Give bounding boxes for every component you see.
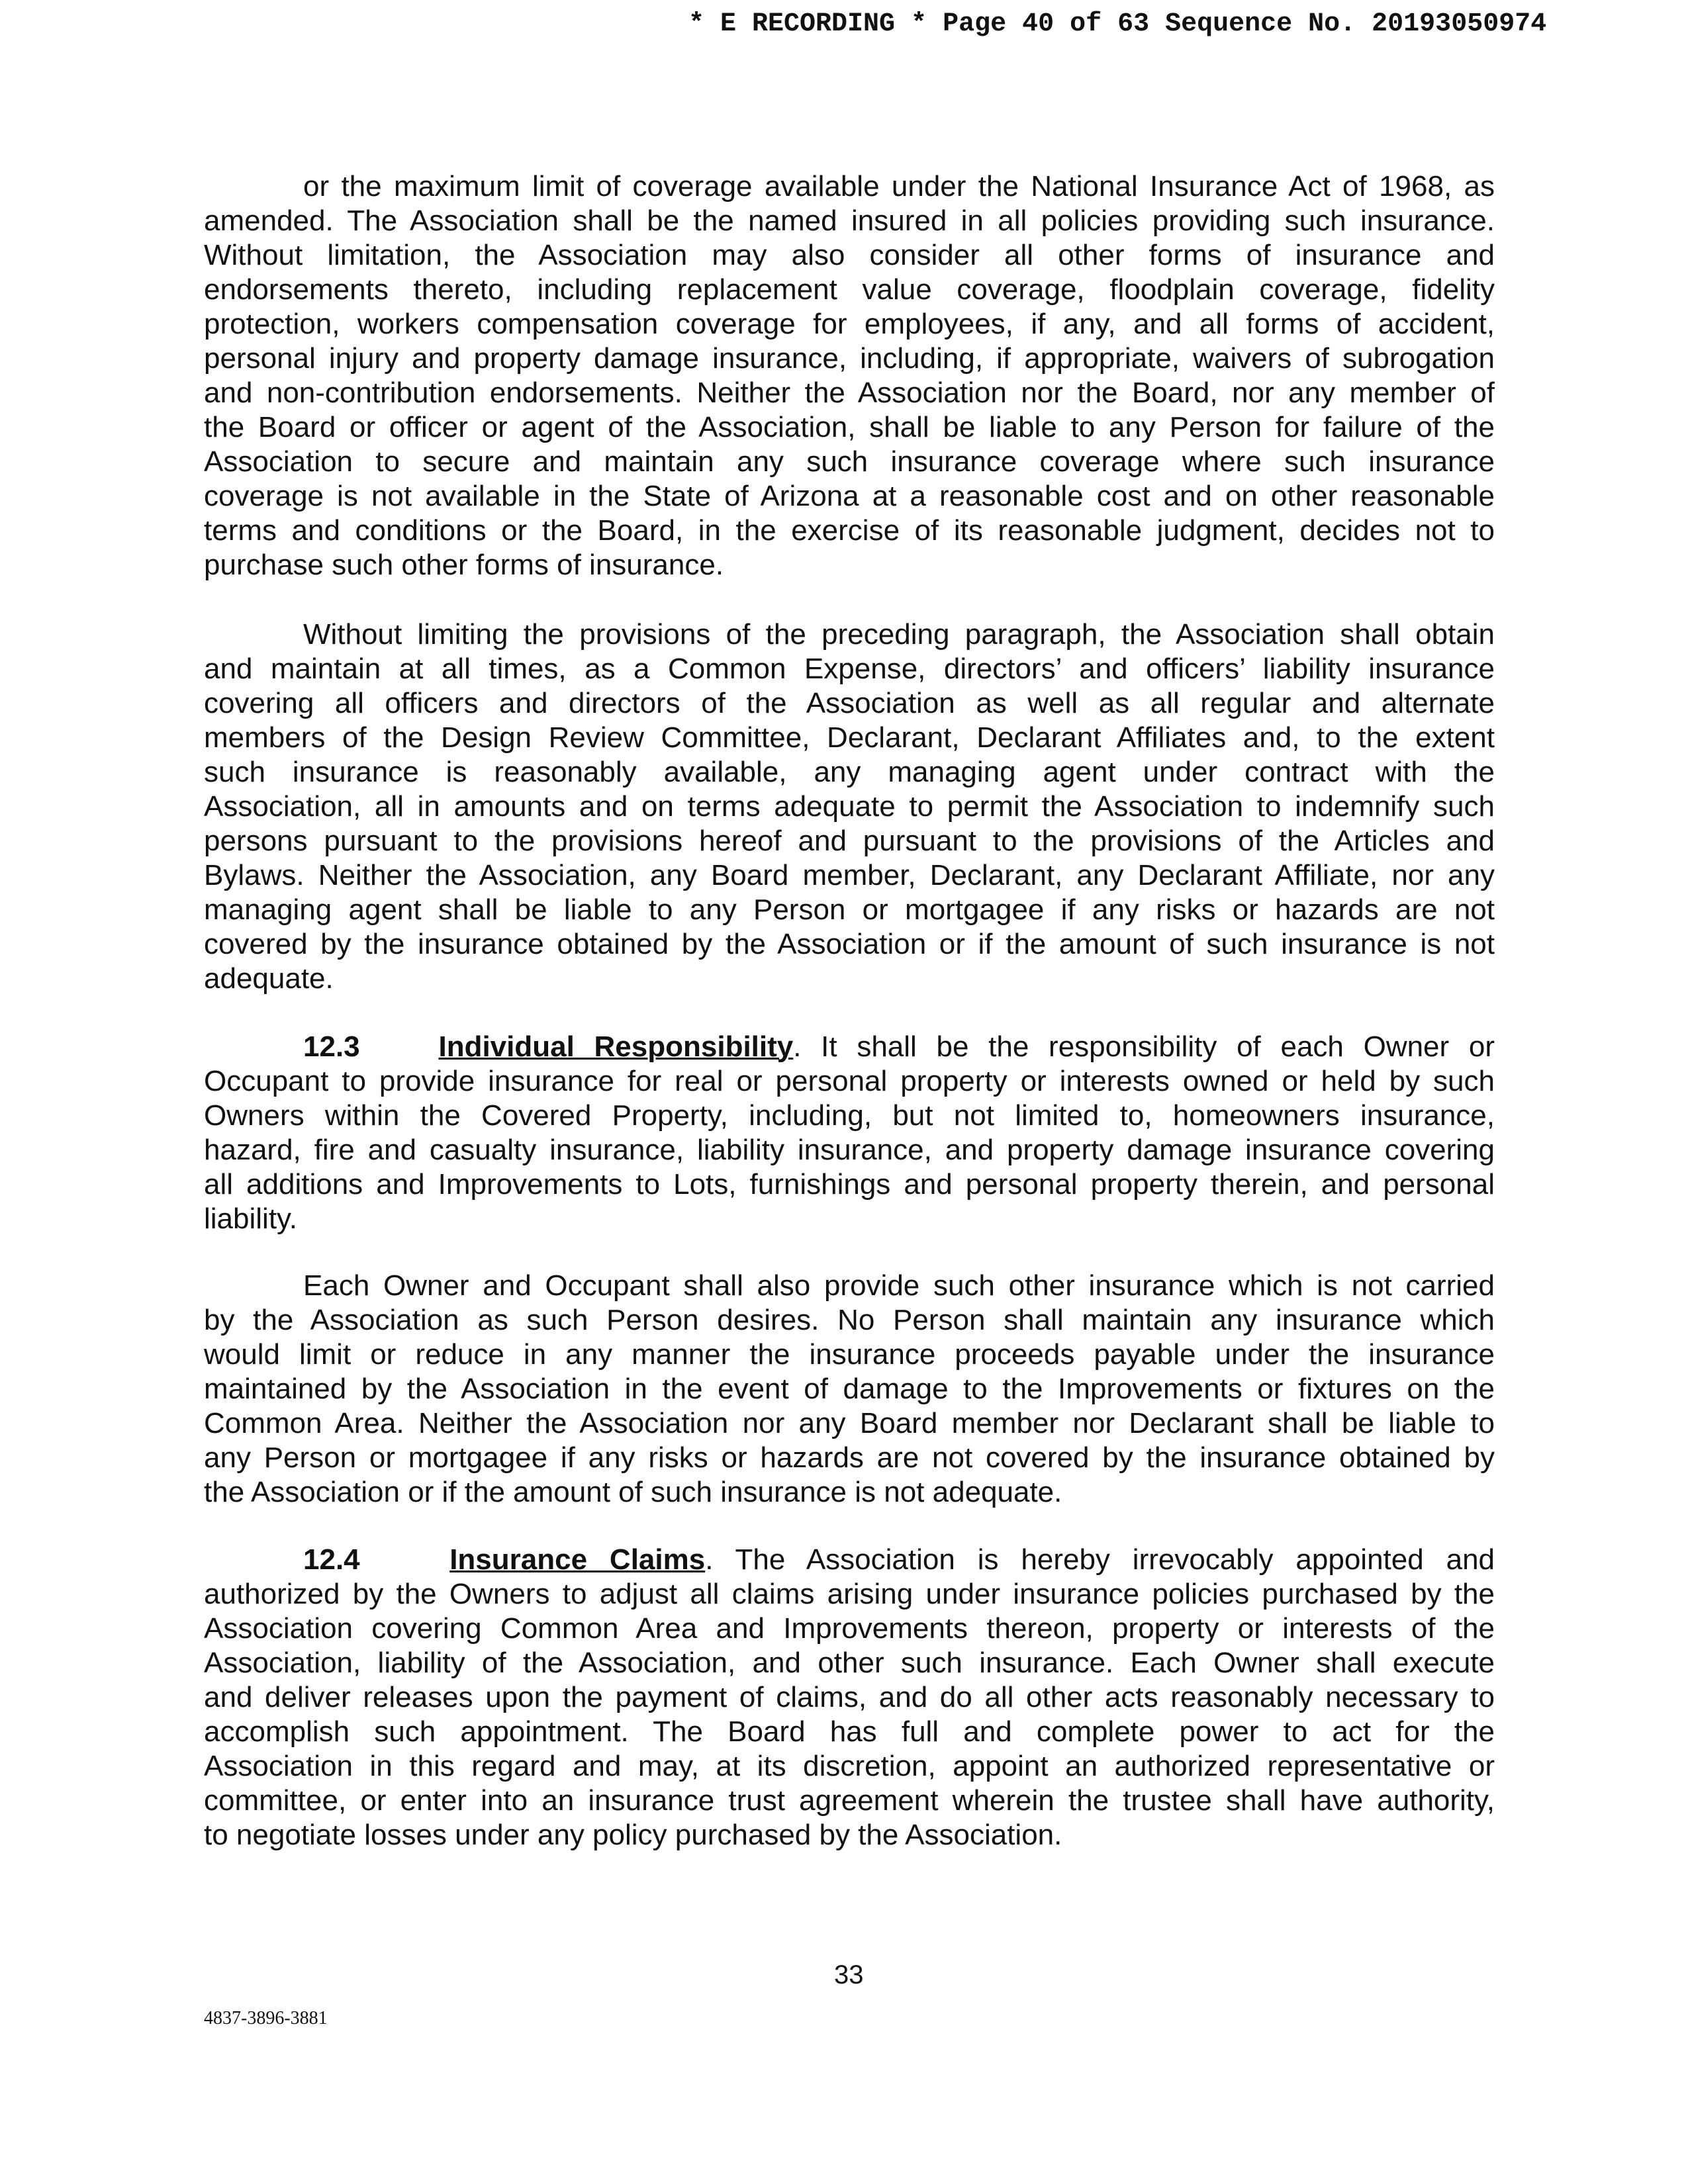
text-line: Association, liability of the Association, and other such insurance. Each Owner shall execute [204,1647,1495,1679]
text-line: committee, or enter into an insurance trust agreement wherein the trustee shall have authority, [204,1784,1495,1817]
text-line: personal injury and property damage insurance, including, if appropriate, waivers of subrogation [204,342,1495,375]
text-line: Occupant to provide insurance for real or personal property or interests owned or held by such [204,1065,1495,1097]
document-id: 4837-3896-3881 [204,2008,328,2028]
text-line: covered by the insurance obtained by the Association or if the amount of such insurance is not [204,928,1495,960]
text-line: authorized by the Owners to adjust all claims arising under insurance policies purchased by the [204,1578,1495,1610]
text-line: purchase such other forms of insurance. [204,549,724,581]
section-number: 12.3 [303,1030,360,1063]
text-line: adequate. [204,962,334,995]
text-line: and maintain at all times, as a Common Expense, directors’ and officers’ liability insurance [204,653,1495,685]
text-line [204,1030,1495,1064]
text-line: amended. The Association shall be the named insured in all policies providing such insurance. [204,205,1495,237]
section-12-4-insurance-claims [204,1543,1495,1852]
text-line: Association covering Common Area and Improvements thereon, property or interests of the [204,1612,1495,1645]
recording-header: * E RECORDING * Page 40 of 63 Sequence No. 20193050974 [688,9,1547,39]
text-line: members of the Design Review Committee, Declarant, Declarant Affiliates and, to the extent [204,721,1495,754]
text-line: Without limitation, the Association may also consider all other forms of insurance and [204,239,1495,271]
text-line: endorsements thereto, including replacement value coverage, floodplain coverage, fidelity [204,273,1495,306]
section-text: . The Association is hereby irrevocably appointed and [705,1543,1495,1576]
section-title: Insurance Claims [449,1543,706,1576]
text-line: Bylaws. Neither the Association, any Board member, Declarant, any Declarant Affiliate, nor any [204,859,1495,891]
text-line: the Association or if the amount of such insurance is not adequate. [204,1476,1062,1508]
text-line: any Person or mortgagee if any risks or hazards are not covered by the insurance obtained by [204,1441,1495,1474]
paragraph-insurance-coverage [204,169,1495,582]
text-line: the Board or officer or agent of the Association, shall be liable to any Person for failure of the [204,411,1495,443]
text-line: Association in this regard and may, at its discretion, appoint an authorized representative or [204,1750,1495,1782]
text-line: coverage is not available in the State of Arizona at a reasonable cost and on other reasonable [204,480,1495,512]
text-line: persons pursuant to the provisions hereof and pursuant to the provisions of the Articles and [204,825,1495,857]
text-line [204,1543,1495,1577]
text-line: managing agent shall be liable to any Person or mortgagee if any risks or hazards are not [204,893,1495,926]
text-line: hazard, fire and casualty insurance, liability insurance, and property damage insurance covering [204,1134,1495,1166]
text-line: Owners within the Covered Property, including, but not limited to, homeowners insurance, [204,1099,1495,1132]
text-line: by the Association as such Person desires. No Person shall maintain any insurance which [204,1304,1495,1336]
text-line: all additions and Improvements to Lots, furnishings and personal property therein, and personal [204,1168,1495,1201]
text-line: Association to secure and maintain any such insurance coverage where such insurance [204,445,1495,478]
text-line: Each Owner and Occupant shall also provide such other insurance which is not carried [303,1269,1495,1302]
text-line: such insurance is reasonably available, any managing agent under contract with the [204,756,1495,788]
page-number: 33 [834,1960,864,1989]
text-line: would limit or reduce in any manner the insurance proceeds payable under the insurance [204,1338,1495,1371]
text-line: to negotiate losses under any policy purchased by the Association. [204,1819,1062,1851]
text-line: Common Area. Neither the Association nor any Board member nor Declarant shall be liable to [204,1407,1495,1439]
text-line: protection, workers compensation coverage for employees, if any, and all forms of accident, [204,308,1495,340]
text-line: accomplish such appointment. The Board has full and complete power to act for the [204,1715,1495,1748]
text-line: and non-contribution endorsements. Neither the Association nor the Board, nor any member of [204,377,1495,409]
text-line: Without limiting the provisions of the preceding paragraph, the Association shall obtain [303,618,1495,651]
text-line: or the maximum limit of coverage available under the National Insurance Act of 1968, as [303,170,1495,203]
paragraph-directors-officers-liability [204,617,1495,996]
text-line: terms and conditions or the Board, in the exercise of its reasonable judgment, decides not to [204,514,1495,547]
text-line: Association, all in amounts and on terms adequate to permit the Association to indemnify such [204,790,1495,823]
section-12-3-individual-responsibility [204,1030,1495,1236]
text-line: covering all officers and directors of the Association as well as all regular and alternate [204,687,1495,719]
section-title: Individual Responsibility [438,1030,794,1063]
text-line: and deliver releases upon the payment of claims, and do all other acts reasonably necessary to [204,1681,1495,1713]
text-line: maintained by the Association in the event of damage to the Improvements or fixtures on the [204,1373,1495,1405]
text-line: liability. [204,1203,298,1235]
section-number: 12.4 [303,1543,360,1576]
paragraph-owner-occupant-insurance [204,1269,1495,1510]
section-text: . It shall be the responsibility of each Owner or [793,1030,1495,1063]
